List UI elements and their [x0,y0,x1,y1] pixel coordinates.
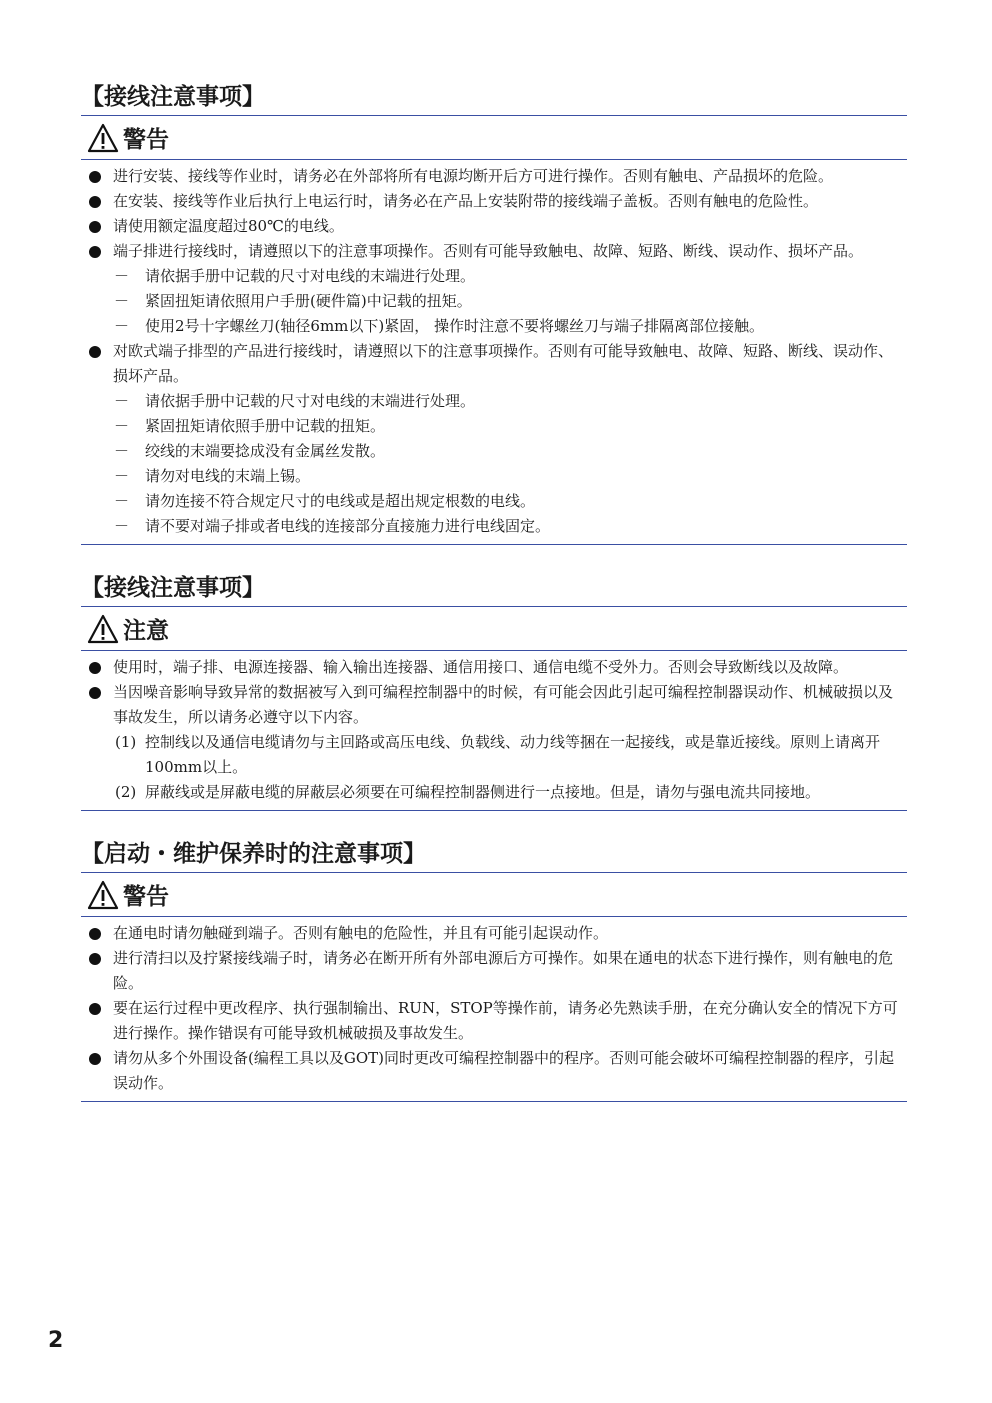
item-number: (2) [115,783,137,801]
bullet-dot-icon [89,196,101,208]
item-text: 紧固扭矩请依照用户手册(硬件篇)中记载的扭矩。 [145,292,472,310]
caution-box-body [81,917,907,1102]
dash-subitem [81,514,907,539]
warning-triangle-icon [87,880,119,910]
item-text: 请勿从多个外围设备(编程工具以及GOT)同时更改可编程控制器中的程序。否则可能会破坏可编程控制器的程序，引起误动作。 [113,1049,894,1092]
bullet-item [81,164,907,189]
caution-box-body [81,160,907,545]
dash-subitem [81,414,907,439]
bullet-dot-icon [89,928,101,940]
bullet-item [81,996,907,1046]
dash-marker: － [114,317,130,335]
item-text: 当因噪音影响导致异常的数据被写入到可编程控制器中的时候，有可能会因此引起可编程控制器误动作、机械破损以及事故发生，所以请务必遵守以下内容。 [113,683,894,726]
item-text: 请不要对端子排或者电线的连接部分直接施力进行电线固定。 [145,517,551,535]
bullet-item [81,680,907,730]
caution-box-header [81,116,907,160]
bullet-dot-icon [89,1053,101,1065]
bullet-item [81,1046,907,1096]
item-text: 使用2号十字螺丝刀(轴径6mm以下)紧固， 操作时注意不要将螺丝刀与端子排隔离部位接触。 [145,317,765,335]
bullet-item [81,946,907,996]
dash-marker: － [114,267,130,285]
bullet-item [81,339,907,389]
section-title: 【启动・维护保养时的注意事项】 [81,833,907,873]
item-number: (1) [115,733,137,751]
dash-subitem [81,464,907,489]
item-text: 请勿对电线的末端上锡。 [145,467,311,485]
caution-box-header [81,873,907,917]
caution-box-label: 注意 [123,618,169,644]
item-text: 使用时，端子排、电源连接器、输入输出连接器、通信用接口、通信电缆不受外力。否则会导致断线以及故障。 [113,658,849,676]
item-text: 在通电时请勿触碰到端子。否则有触电的危险性，并且有可能引起误动作。 [113,924,609,942]
item-text: 绞线的末端要捻成没有金属丝发散。 [145,442,386,460]
dash-subitem [81,389,907,414]
numbered-subitem [81,780,907,805]
precaution-section [81,76,907,545]
item-text: 在安装、接线等作业后执行上电运行时，请务必在产品上安装附带的接线端子盖板。否则有触电的危险性。 [113,192,819,210]
item-text: 紧固扭矩请依照手册中记载的扭矩。 [145,417,386,435]
bullet-dot-icon [89,221,101,233]
bullet-dot-icon [89,953,101,965]
caution-box-label: 警告 [123,884,169,910]
precaution-section [81,833,907,1102]
warning-triangle-icon [87,614,119,644]
dash-subitem [81,489,907,514]
bullet-dot-icon [89,1003,101,1015]
item-text: 请依据手册中记载的尺寸对电线的末端进行处理。 [145,392,476,410]
bullet-dot-icon [89,346,101,358]
bullet-item [81,239,907,264]
item-text: 进行安装、接线等作业时，请务必在外部将所有电源均断开后方可进行操作。否则有触电、产品损坏的危险。 [113,167,834,185]
section-title: 【接线注意事项】 [81,76,907,116]
bullet-item [81,214,907,239]
dash-marker: － [114,417,130,435]
dash-marker: － [114,467,130,485]
dash-marker: － [114,292,130,310]
bullet-dot-icon [89,662,101,674]
dash-subitem [81,314,907,339]
numbered-subitem [81,730,907,780]
bullet-item [81,655,907,680]
caution-box-body [81,651,907,811]
item-text: 要在运行过程中更改程序、执行强制输出、RUN，STOP等操作前，请务必先熟读手册，在充分确认安全的情况下方可进行操作。操作错误有可能导致机械破损及事故发生。 [113,999,898,1042]
item-text: 请使用额定温度超过80℃的电线。 [113,217,344,235]
dash-marker: － [114,492,130,510]
dash-subitem [81,439,907,464]
bullet-dot-icon [89,687,101,699]
warning-triangle-icon [87,123,119,153]
dash-subitem [81,289,907,314]
dash-marker: － [114,392,130,410]
item-text: 请依据手册中记载的尺寸对电线的末端进行处理。 [145,267,476,285]
dash-subitem [81,264,907,289]
bullet-item [81,189,907,214]
item-text: 进行清扫以及拧紧接线端子时，请务必在断开所有外部电源后方可操作。如果在通电的状态下进行操作，则有触电的危险。 [113,949,894,992]
bullet-dot-icon [89,246,101,258]
caution-box-label: 警告 [123,127,169,153]
page-number: 2 [48,1328,64,1353]
section-title: 【接线注意事项】 [81,567,907,607]
item-text: 屏蔽线或是屏蔽电缆的屏蔽层必须要在可编程控制器侧进行一点接地。但是，请勿与强电流共同接地。 [145,783,821,801]
item-text: 对欧式端子排型的产品进行接线时，请遵照以下的注意事项操作。否则有可能导致触电、故障、短路、断线、误动作、损坏产品。 [113,342,894,385]
caution-box-header [81,607,907,651]
page-content [81,76,907,1124]
item-text: 控制线以及通信电缆请勿与主回路或高压电线、负载线、动力线等捆在一起接线，或是靠近接线。原则上请离开100mm以上。 [145,733,881,776]
bullet-item [81,921,907,946]
precaution-section [81,567,907,811]
item-text: 端子排进行接线时，请遵照以下的注意事项操作。否则有可能导致触电、故障、短路、断线、误动作、损坏产品。 [113,242,864,260]
item-text: 请勿连接不符合规定尺寸的电线或是超出规定根数的电线。 [145,492,536,510]
dash-marker: － [114,517,130,535]
dash-marker: － [114,442,130,460]
bullet-dot-icon [89,171,101,183]
